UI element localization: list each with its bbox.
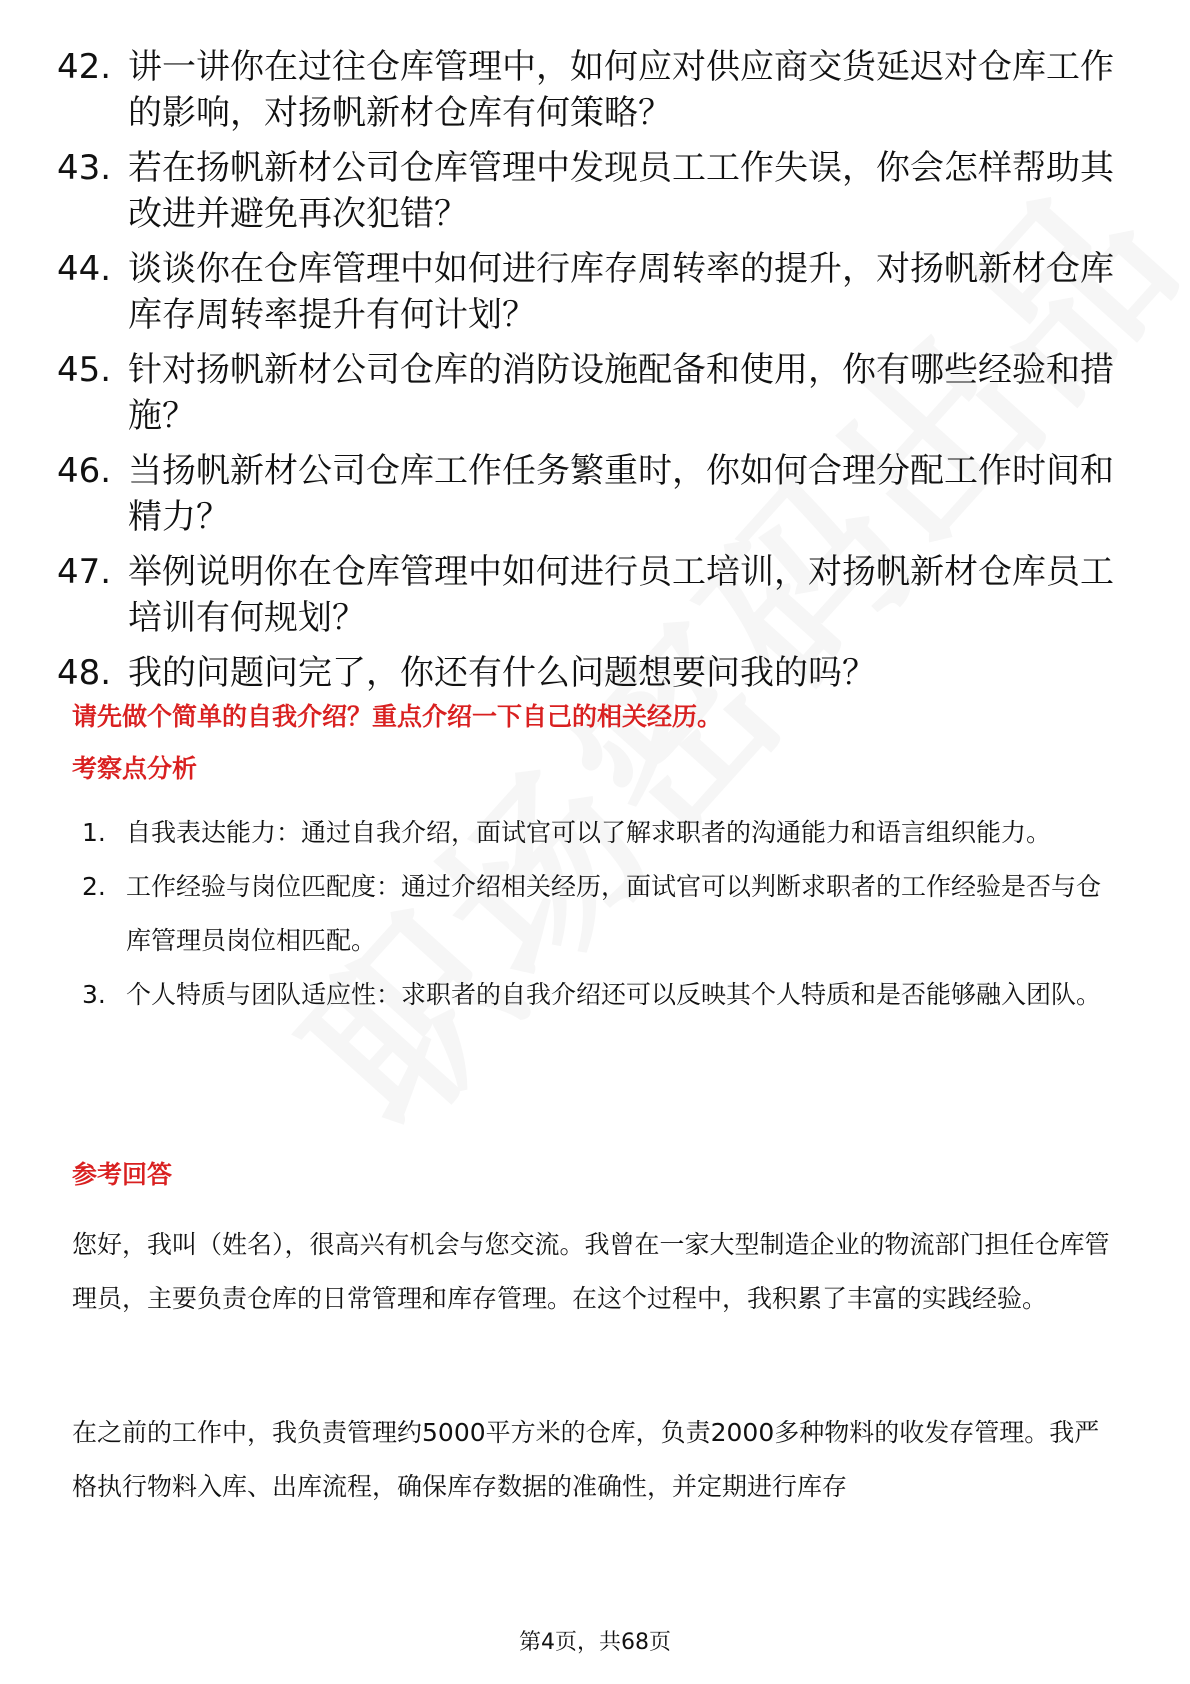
- question-list: [57, 44, 1117, 705]
- question-item: [57, 145, 1117, 237]
- page-footer: 第4页，共68页: [519, 1630, 671, 1655]
- question-text: 谈谈你在仓库管理中如何进行库存周转率的提升，对扬帆新材仓库库存周转率提升有何计划？: [128, 249, 1114, 335]
- question-item: [57, 246, 1117, 338]
- question-number: 46.: [57, 451, 112, 491]
- question-item: [57, 448, 1117, 540]
- question-number: 48.: [57, 653, 112, 693]
- analysis-text: 自我表达能力：通过自我介绍，面试官可以了解求职者的沟通能力和语言组织能力。: [126, 818, 1052, 847]
- question-text: 针对扬帆新材公司仓库的消防设施配备和使用，你有哪些经验和措施？: [128, 350, 1114, 436]
- analysis-text: 工作经验与岗位匹配度：通过介绍相关经历，面试官可以判断求职者的工作经验是否与仓库管理员岗位相匹配。: [126, 872, 1102, 955]
- analysis-number: 3.: [82, 980, 106, 1009]
- question-item: [57, 549, 1117, 641]
- question-number: 42.: [57, 47, 112, 87]
- question-text: 我的问题问完了，你还有什么问题想要问我的吗？: [128, 653, 876, 693]
- analysis-heading: 考察点分析: [72, 754, 198, 783]
- analysis-item: [72, 806, 1122, 860]
- main-question: 请先做个简单的自我介绍？重点介绍一下自己的相关经历。: [72, 702, 723, 731]
- question-number: 47.: [57, 552, 112, 592]
- question-text: 若在扬帆新材公司仓库管理中发现员工工作失误，你会怎样帮助其改进并避免再次犯错？: [128, 148, 1114, 234]
- answer-paragraph: 您好，我叫（姓名），很高兴有机会与您交流。我曾在一家大型制造企业的物流部门担任仓库管理员，主要负责仓库的日常管理和库存管理。在这个过程中，我积累了丰富的实践经验。: [72, 1230, 1110, 1313]
- analysis-number: 2.: [82, 872, 106, 901]
- question-text: 讲一讲你在过往仓库管理中，如何应对供应商交货延迟对仓库工作的影响，对扬帆新材仓库有何策略？: [128, 47, 1114, 133]
- answer-heading: 参考回答: [72, 1160, 173, 1189]
- question-number: 45.: [57, 350, 112, 390]
- analysis-text: 个人特质与团队适应性：求职者的自我介绍还可以反映其个人特质和是否能够融入团队。: [126, 980, 1102, 1009]
- question-item: [57, 347, 1117, 439]
- analysis-item: [72, 860, 1122, 968]
- question-item: [57, 650, 1117, 696]
- analysis-item: [72, 968, 1122, 1022]
- question-item: [57, 44, 1117, 136]
- question-text: 当扬帆新材公司仓库工作任务繁重时，你如何合理分配工作时间和精力？: [128, 451, 1114, 537]
- question-number: 43.: [57, 148, 112, 188]
- analysis-list: [72, 806, 1122, 1022]
- analysis-number: 1.: [82, 818, 106, 847]
- question-number: 44.: [57, 249, 112, 289]
- question-text: 举例说明你在仓库管理中如何进行员工培训，对扬帆新材仓库员工培训有何规划？: [128, 552, 1114, 638]
- answer-paragraph: 在之前的工作中，我负责管理约5000平方米的仓库，负责2000多种物料的收发存管理。我严格执行物料入库、出库流程，确保库存数据的准确性，并定期进行库存: [72, 1418, 1100, 1501]
